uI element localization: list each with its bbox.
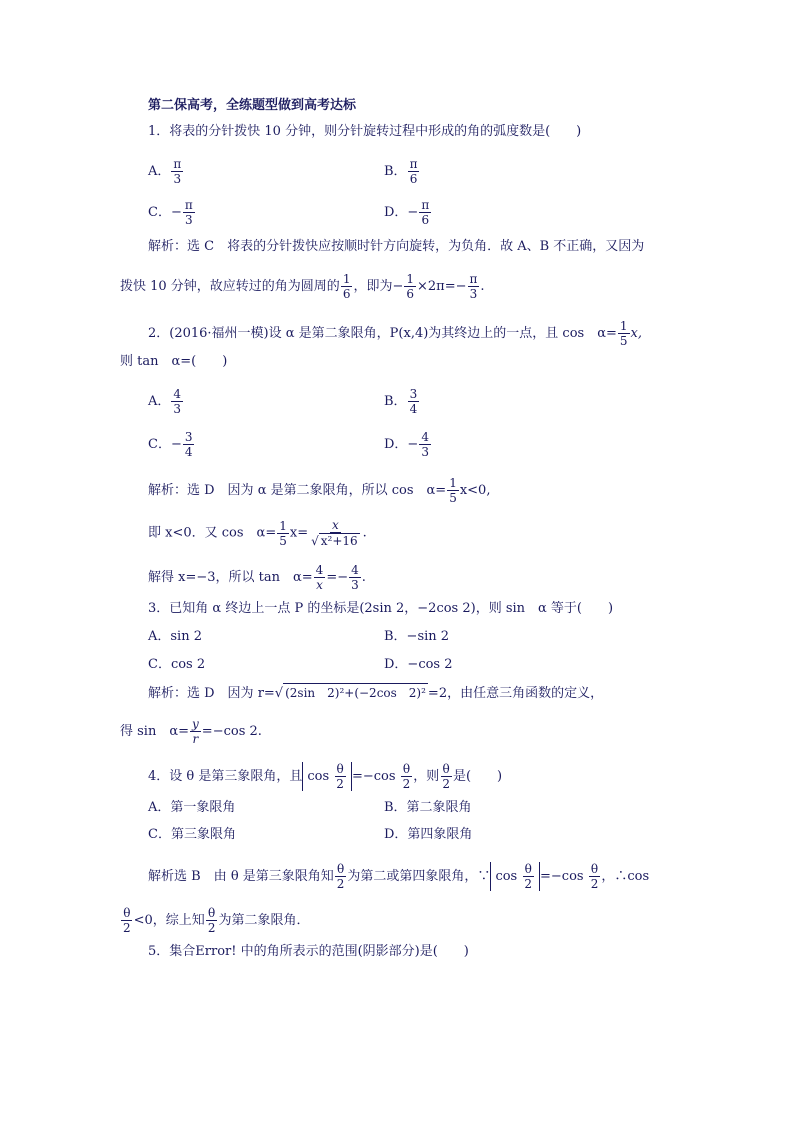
- q2-option-d: D．− $\frac{4}{3}$: [384, 430, 429, 459]
- fraction: $\frac{\pi}{6}$: [409, 157, 418, 186]
- fraction: $\frac{3}{4}$: [184, 430, 193, 459]
- fraction: $\frac{\pi}{3}$: [184, 198, 193, 227]
- q3-solution-line2: 得 sin α= $\frac{y}{r}$ =−cos 2.: [120, 717, 262, 746]
- fraction: $\frac{\theta}{2}$: [207, 906, 216, 935]
- fraction: $\frac{y}{r}$: [192, 717, 199, 746]
- q2-option-b: B． $\frac{3}{4}$: [384, 387, 418, 416]
- absolute-value: cos $\frac{\theta}{2}$: [302, 762, 352, 791]
- fraction: $\frac{1}{6}$: [342, 272, 351, 301]
- q4-solution-line2: $\frac{\theta}{2}$ <0，综上知 $\frac{\theta}{2}$ 为第二象限角．: [123, 906, 310, 935]
- q3-stem: 3．已知角 α 终边上一点 P 的坐标是(2sin 2，−2cos 2)，则 sin α 等于( ): [148, 601, 614, 616]
- fraction: $\frac{1}{5}$: [279, 518, 287, 548]
- fraction: $\frac{\theta}{2}$: [402, 762, 411, 791]
- q1-solution-line1: 解析：选 C 将表的分针拨快应按顺时针方向旋转，为负角．故 A、B 不正确，又因为: [148, 239, 645, 254]
- fraction: $\frac{4}{x}$: [315, 563, 324, 592]
- q1-option-d: D．− $\frac{\pi}{6}$: [384, 198, 430, 227]
- q1-option-b: B． $\frac{\pi}{6}$: [384, 157, 418, 186]
- fraction: $\frac{\theta}{2}$: [442, 762, 450, 791]
- q4-stem: 4．设 θ 是第三象限角，且 cos $\frac{\theta}{2}$ =−cos $\frac{\theta}{2}$ ，则 $\frac{\theta}{2}$ 是( ): [148, 762, 503, 791]
- fraction: $\frac{1}{5}$: [449, 476, 457, 505]
- q2-option-a: A． $\frac{4}{3}$: [148, 387, 182, 416]
- q4-option-a: A．第一象限角: [148, 800, 236, 815]
- fraction: $\frac{4}{3}$: [421, 430, 429, 459]
- fraction: $\frac{4}{3}$: [173, 387, 182, 416]
- q2-solution-line2: 即 x<0．又 cos α= $\frac{1}{5}$ x= $\frac{x}{\text{√ x²+16}}$ .: [148, 518, 367, 548]
- fraction: $\frac{1}{6}$: [406, 272, 414, 301]
- fraction: $\frac{\pi}{3}$: [469, 272, 478, 301]
- q1-solution-line2: 拨快 10 分钟，故应转过的角为圆周的 $\frac{1}{6}$ ，即为− $\frac{1}{6}$ ×2π=− $\frac{\pi}{3}$ .: [120, 272, 485, 301]
- q4-option-d: D．第四象限角: [384, 827, 473, 842]
- q3-option-c: C．cos 2: [148, 657, 206, 672]
- fraction: $\frac{\theta}{2}$: [336, 762, 344, 791]
- absolute-value: cos $\frac{\theta}{2}$: [490, 862, 540, 891]
- q1-option-c: C．− $\frac{\pi}{3}$: [148, 198, 193, 227]
- q2-stem-line2: 则 tan α=( ): [120, 354, 228, 369]
- q1-stem: 1．将表的分针拨快 10 分钟，则分针旋转过程中形成的角的弧度数是( ): [148, 124, 582, 139]
- fraction: $\frac{1}{5}$: [619, 319, 628, 348]
- fraction: $\frac{4}{3}$: [351, 563, 359, 592]
- q3-option-d: D．−cos 2: [384, 657, 453, 672]
- q2-solution-line1: 解析：选 D 因为 α 是第二象限角，所以 cos α= $\frac{1}{5}$ x<0,: [148, 476, 491, 505]
- fraction: $\frac{\theta}{2}$: [524, 862, 532, 891]
- q4-option-b: B．第二象限角: [384, 800, 472, 815]
- q4-solution-line1: 解析选 B 由 θ 是第三象限角知 $\frac{\theta}{2}$ 为第二或第四象限角，∵ cos $\frac{\theta}{2}$ =−cos $\frac{\theta}{2}$ ，∴cos: [148, 862, 650, 891]
- fraction: $\frac{x}{\text{√ x²+16}}$: [311, 518, 358, 548]
- q2-option-c: C．− $\frac{3}{4}$: [148, 430, 193, 459]
- section-title: 第二保高考，全练题型做到高考达标: [148, 98, 357, 113]
- fraction: $\frac{\theta}{2}$: [590, 862, 599, 891]
- q2-solution-line3: 解得 x=−3，所以 tan α= $\frac{4}{x}$ =− $\frac{4}{3}$ .: [148, 563, 366, 592]
- q3-solution-line1: 解析：选 D 因为 r=√ (2sin 2)²+(−2cos 2)² =2，由任意三角函数的定义，: [148, 683, 603, 703]
- fraction: $\frac{\pi}{3}$: [173, 157, 182, 186]
- fraction: $\frac{3}{4}$: [409, 387, 418, 416]
- fraction: $\frac{\pi}{6}$: [421, 198, 430, 227]
- fraction: $\frac{\theta}{2}$: [336, 862, 345, 891]
- q3-option-a: A．sin 2: [148, 629, 202, 644]
- q3-option-b: B．−sin 2: [384, 629, 450, 644]
- q5-stem: 5．集合Error! 中的角所表示的范围(阴影部分)是( ): [148, 944, 469, 959]
- q2-stem-line1: 2．(2016·福州一模)设 α 是第二象限角，P(x,4)为其终边上的一点，且 cos α= $\frac{1}{5}$ x,: [148, 319, 642, 348]
- q4-option-c: C．第三象限角: [148, 827, 236, 842]
- q1-option-a: A． $\frac{\pi}{3}$: [148, 157, 182, 186]
- fraction: $\frac{\theta}{2}$: [123, 906, 131, 935]
